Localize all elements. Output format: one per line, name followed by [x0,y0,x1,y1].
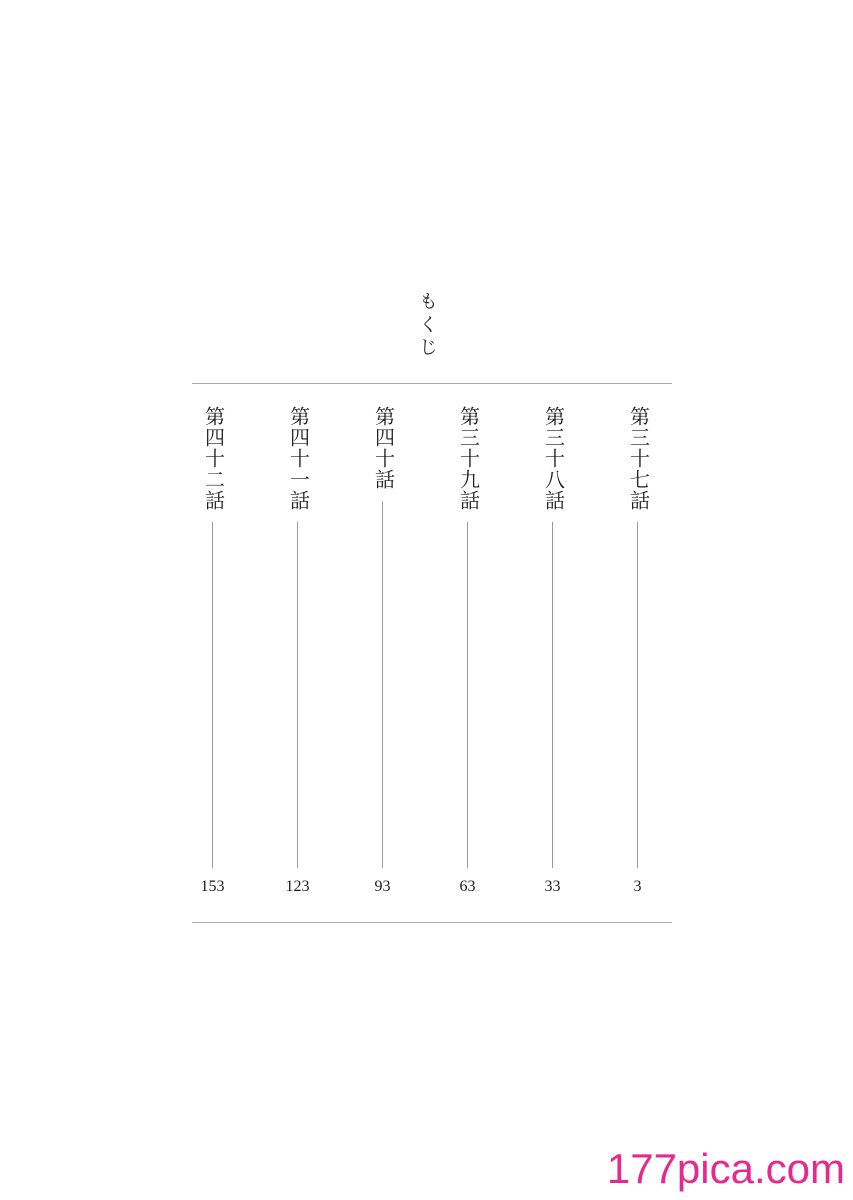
bottom-rule [192,922,672,923]
toc-entry [425,406,510,897]
watermark: 177pica.com [606,1145,845,1192]
page-title: もくじ [416,291,437,360]
toc-entry-title: 第四十一話 [286,406,309,511]
toc-entry [340,406,425,897]
toc-leader-line [212,522,213,868]
toc-entry [595,406,680,897]
toc-entry [170,406,255,897]
toc-leader-line [637,522,638,868]
toc-leader-line [382,501,383,868]
toc-entry-title: 第三十九話 [456,406,479,511]
toc-entry-page: 93 [374,878,391,895]
toc-leader-line [297,522,298,868]
toc-entry-title: 第三十七話 [626,406,649,511]
toc-entry-title: 第四十二話 [201,406,224,511]
toc-entry-page: 3 [633,878,642,895]
top-rule [192,383,672,384]
toc-entry [510,406,595,897]
toc-entry-page: 153 [200,878,225,895]
toc-entry-title: 第三十八話 [541,406,564,511]
toc-entry-page: 63 [459,878,476,895]
toc-leader-line [467,522,468,868]
toc-entries [169,406,680,897]
toc-entry-title: 第四十話 [371,406,394,490]
toc-entry [255,406,340,897]
toc-entry-page: 123 [285,878,310,895]
toc-leader-line [552,522,553,868]
toc-entry-page: 33 [544,878,561,895]
